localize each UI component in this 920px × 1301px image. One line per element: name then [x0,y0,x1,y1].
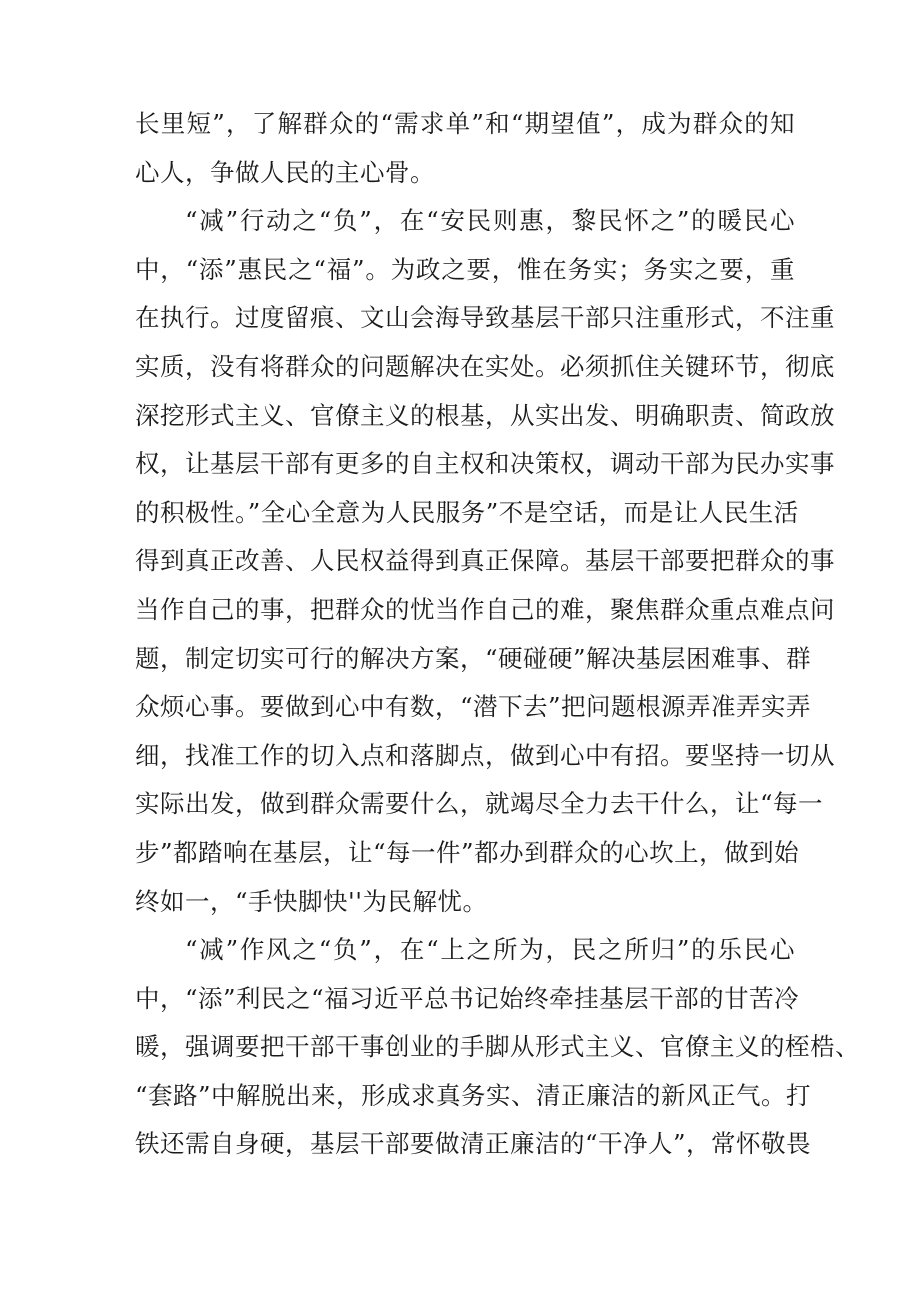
text-line: 铁还需自身硬，基层干部要做清正廉洁的“干净人”，常怀敬畏 [135,1129,812,1159]
text-line: 长里短”，了解群众的“需求单”和“期望值”，成为群众的知 [135,109,795,138]
document-page [135,100,860,1169]
paragraph-0 [135,100,795,197]
text-line: 得到真正改善、人民权益得到真正保障。基层干部要把群众的事 [135,546,835,576]
text-line: 中，“添”利民之“福习近平总书记始终牵挂基层干部的甘苦冷 [135,983,800,1013]
text-line: 暖，强调要把干部干事创业的手脚从形式主义、官僚主义的桎梏、 [135,1032,860,1062]
text-line: 题，制定切实可行的解决方案，“硬碰硬”解决基层困难事、群 [135,643,812,673]
text-line: 在执行。过度留痕、文山会海导致基层干部只注重形式，不注重 [135,303,835,333]
text-line: 心人，争做人民的主心骨。 [135,157,435,187]
text-line: 实质，没有将群众的问题解决在实处。必须抓住关键环节，彻底 [135,351,835,381]
text-line: 中，“添”惠民之“福”。为政之要，惟在务实；务实之要，重 [135,254,795,284]
text-line: 实际出发，做到群众需要什么，就竭尽全力去干什么，让“每一 [135,789,824,819]
text-line: 众烦心事。要做到心中有数，“潜下去”把问题根源弄准弄实弄 [135,692,812,722]
text-line: 步”都踏响在基层，让“每一件”都办到群众的心坎上，做到始 [135,837,800,867]
text-line: 深挖形式主义、官僚主义的根基，从实出发、明确职责、简政放 [135,400,835,430]
paragraph-2 [135,926,860,1169]
text-line: 的积极性。”全心全意为人民服务”不是空话，而是让人民生活 [135,497,799,527]
text-line: “减”行动之“负”，在“安民则惠，黎民怀之”的暖民心 [185,206,795,236]
text-line: 终如一，“手快脚快''为民解忧。 [135,886,488,916]
text-line: “减”作风之“负”，在“上之所为，民之所归”的乐民心 [185,935,795,965]
text-line: “套路”中解脱出来，形成求真务实、清正廉洁的新风正气。打 [135,1080,812,1110]
text-line: 当作自己的事，把群众的忧当作自己的难，聚焦群众重点难点问 [135,594,835,624]
paragraph-1 [135,197,835,926]
text-line: 细，找准工作的切入点和落脚点，做到心中有招。要坚持一切从 [135,740,835,770]
text-line: 权，让基层干部有更多的自主权和决策权，调动干部为民办实事 [135,449,835,479]
